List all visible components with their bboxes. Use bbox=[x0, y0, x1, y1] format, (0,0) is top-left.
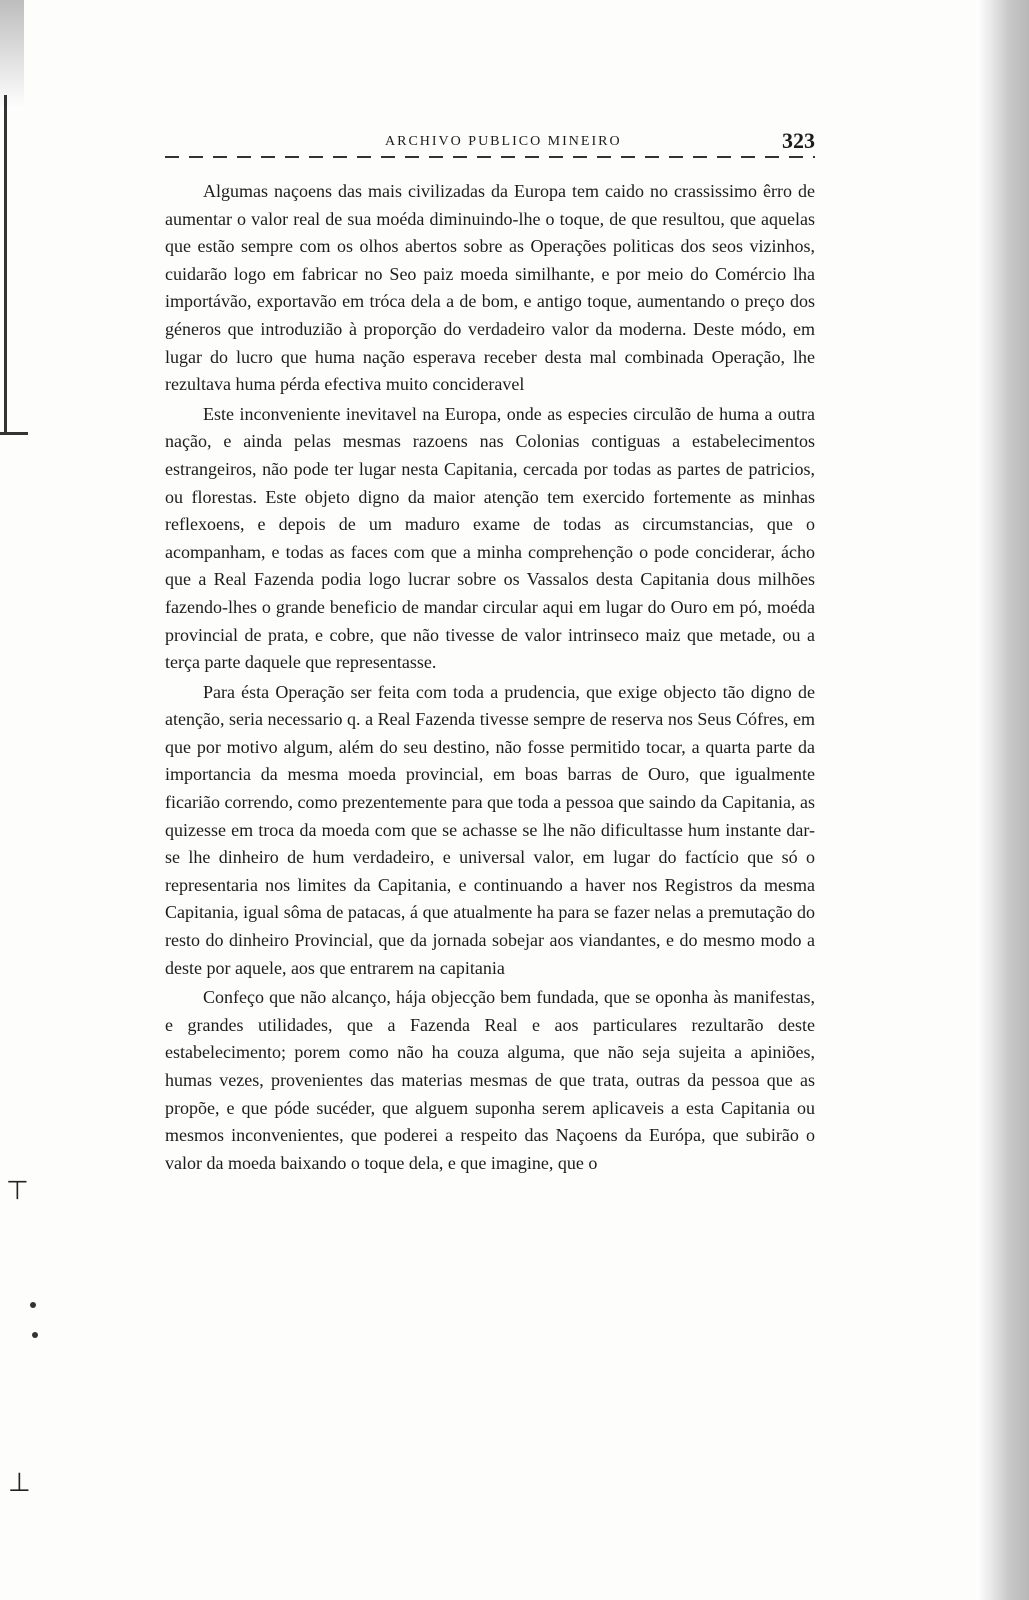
margin-ink-dot bbox=[32, 1332, 38, 1338]
margin-bracket-tick bbox=[0, 432, 28, 435]
margin-ink-mark-icon: ⊥ bbox=[8, 1468, 31, 1498]
page-number: 323 bbox=[782, 128, 815, 153]
paragraph: Este inconveniente inevitavel na Europa, onde as especies circulão de huma a outra nação, e ainda pelas mesmas razoens nas Colonias contiguas a estabelecimentos estrangeiros, não pode ter lugar nesta Capitania, cercada por todas as partes de patricios, ou florestas. Este objeto digno da maior atenção tem exercido fortemente as minhas reflexoens, e depois de um maduro exame de todas as circumstancias, que o acompanham, e todas as faces com que a minha comprehenção o pode conciderar, ácho que a Real Fazenda podia logo lucrar sobre os Vassalos desta Capitania dous milhões fazendo-lhes o grande beneficio de mandar circular aqui em lugar do Ouro em pó, moéda provincial de prata, e cobre, que não tivesse de valor intrinseco maiz que metade, ou a terça parte daquele que representasse. bbox=[165, 403, 815, 673]
scan-edge-shadow bbox=[977, 0, 1029, 1600]
margin-ink-dot bbox=[30, 1302, 36, 1308]
paragraph: Confeço que não alcanço, hája objecção bem fundada, que se oponha às manifestas, e grandes utilidades, que a Fazenda Real e aos particulares rezultarão deste estabelecimento; porem como não ha couza alguma, que não seja sujeita a apiniões, humas vezes, provenientes das materias mesmas de que trata, outras da pessoa que as propõe, e que póde sucéder, que alguem suponha serem aplicaveis a esta Capitania ou mesmos inconvenientes, que poderei a respeito das Naçoens da Európa, que subirão o valor da moeda baixando o toque dela, e que imagine, que o bbox=[165, 987, 815, 1173]
header-rule bbox=[165, 156, 815, 158]
paragraph: Algumas naçoens das mais civilizadas da Europa tem caido no crassissimo êrro de aumentar o valor real de sua moéda diminuindo-lhe o toque, de que resultou, que aquelas que estão sempre com os olhos abertos sobre as Operações politicas dos seos vizinhos, cuidarão logo em fabricar no Seo paiz moeda similhante, e por meio do Comércio lha importávão, exportavão em tróca dela a de bom, e antigo toque, aumentando o preço dos géneros que introduzião à proporção do verdadeiro valor da moderna. Deste módo, em lugar do lucro que huma nação esperava receber desta mal combinada Operação, lhe rezultava huma pérda efectiva muito concideravel bbox=[165, 181, 815, 395]
margin-bracket-line bbox=[4, 95, 7, 435]
scan-corner-shadow bbox=[0, 0, 24, 110]
paragraph: Para ésta Operação ser feita com toda a prudencia, que exige objecto tão digno de atenção, seria necessario q. a Real Fazenda tivesse sempre de reserva nos Seus Cófres, em que por motivo algum, além do seu destino, não fosse permitido tocar, a quarta parte da importancia da mesma moeda provincial, em boas barras de Ouro, que igualmente ficarião correndo, como prezentemente para que toda a pessoa que saindo da Capitania, as quizesse em troca da moeda com que se achasse se lhe não dificultasse hum instante dar-se lhe dinheiro de hum verdadeiro, e universal valor, em lugar do factício que só o representaria nos limites da Capitania, e continuando a haver nos Registros da mesma Capitania, igual sôma de patacas, á que atualmente ha para se fazer nelas a premutação do resto do dinheiro Provincial, que da jornada sobejar aos viandantes, e do mesmo modo a deste por aquele, aos que entrarem na capitania bbox=[165, 681, 815, 978]
margin-ink-mark-icon: ⊤ bbox=[6, 1176, 29, 1206]
running-title: ARCHIVO PUBLICO MINEIRO bbox=[385, 134, 622, 149]
body-text bbox=[165, 178, 815, 1177]
page-header bbox=[165, 128, 815, 158]
